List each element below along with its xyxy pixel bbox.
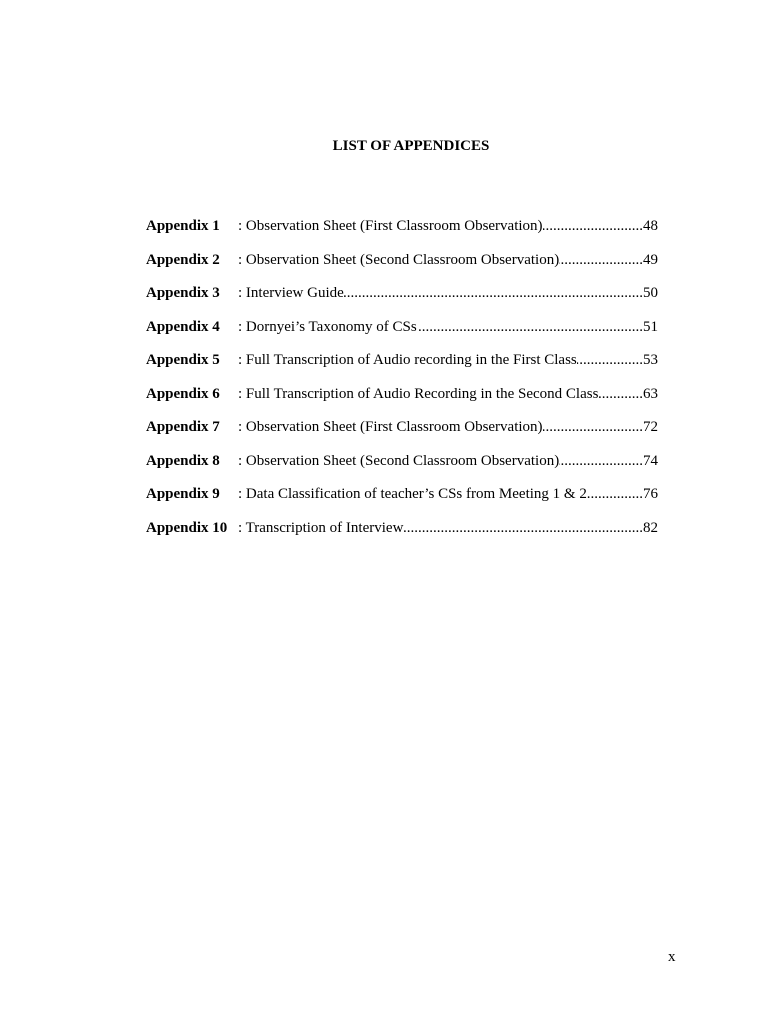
appendix-label: Appendix 1 — [146, 218, 220, 234]
appendix-title: : Observation Sheet (Second Classroom Observation) — [238, 251, 560, 268]
appendix-page-number: 51 — [643, 318, 658, 335]
appendix-label: Appendix 2 — [146, 251, 220, 268]
appendix-page-number: 53 — [643, 352, 658, 368]
appendix-label: Appendix 9 — [146, 486, 220, 502]
dot-leader — [559, 451, 643, 471]
appendix-entry-2 — [146, 250, 658, 284]
appendix-page-number: 82 — [643, 519, 658, 536]
appendix-label: Appendix 6 — [146, 385, 220, 402]
appendix-page-number: 74 — [643, 452, 658, 469]
dot-leader — [403, 518, 643, 538]
appendix-title: : Interview Guide — [238, 285, 344, 301]
appendix-page-number: 76 — [643, 486, 658, 502]
appendix-title: : Transcription of Interview — [238, 519, 404, 536]
dot-leader — [344, 283, 643, 303]
appendix-entry-9 — [146, 484, 658, 518]
appendix-entry-4 — [146, 317, 658, 351]
appendix-entry-7 — [146, 417, 658, 451]
appendix-label: Appendix 3 — [146, 285, 220, 301]
dot-leader — [598, 384, 643, 404]
dot-leader — [559, 250, 643, 270]
appendix-title: : Dornyei’s Taxonomy of CSs — [238, 318, 417, 335]
appendix-entry-3 — [146, 283, 658, 317]
appendix-entry-6 — [146, 384, 658, 418]
appendix-title: : Data Classification of teacher’s CSs from Meeting 1 & 2 — [238, 486, 587, 502]
appendix-entry-1 — [146, 216, 658, 250]
appendix-label: Appendix 4 — [146, 318, 220, 335]
appendix-title: : Full Transcription of Audio Recording in the Second Class — [238, 385, 599, 402]
dot-leader — [577, 350, 643, 370]
appendix-label: Appendix 10 — [146, 519, 228, 536]
dot-leader — [543, 417, 643, 437]
appendix-page-number: 72 — [643, 419, 658, 435]
appendix-label: Appendix 5 — [146, 352, 220, 368]
page-number: x — [668, 949, 676, 965]
appendix-title: : Observation Sheet (Second Classroom Observation) — [238, 452, 560, 469]
appendix-page-number: 63 — [643, 385, 658, 402]
appendix-entry-5 — [146, 350, 658, 384]
appendix-title: : Full Transcription of Audio recording in the First Class — [238, 352, 577, 368]
appendix-page-number: 48 — [643, 218, 658, 234]
page-title: LIST OF APPENDICES — [332, 138, 490, 154]
dot-leader — [587, 484, 643, 504]
appendix-list — [146, 216, 658, 551]
appendix-title: : Observation Sheet (First Classroom Observation) — [238, 419, 543, 435]
appendix-title: : Observation Sheet (First Classroom Observation) — [238, 218, 543, 234]
dot-leader — [417, 317, 643, 337]
appendix-label: Appendix 8 — [146, 452, 220, 469]
appendix-page-number: 50 — [643, 285, 658, 301]
appendix-entry-10 — [146, 518, 658, 552]
dot-leader — [543, 216, 643, 236]
appendix-label: Appendix 7 — [146, 419, 220, 435]
appendix-page-number: 49 — [643, 251, 658, 268]
appendix-entry-8 — [146, 451, 658, 485]
